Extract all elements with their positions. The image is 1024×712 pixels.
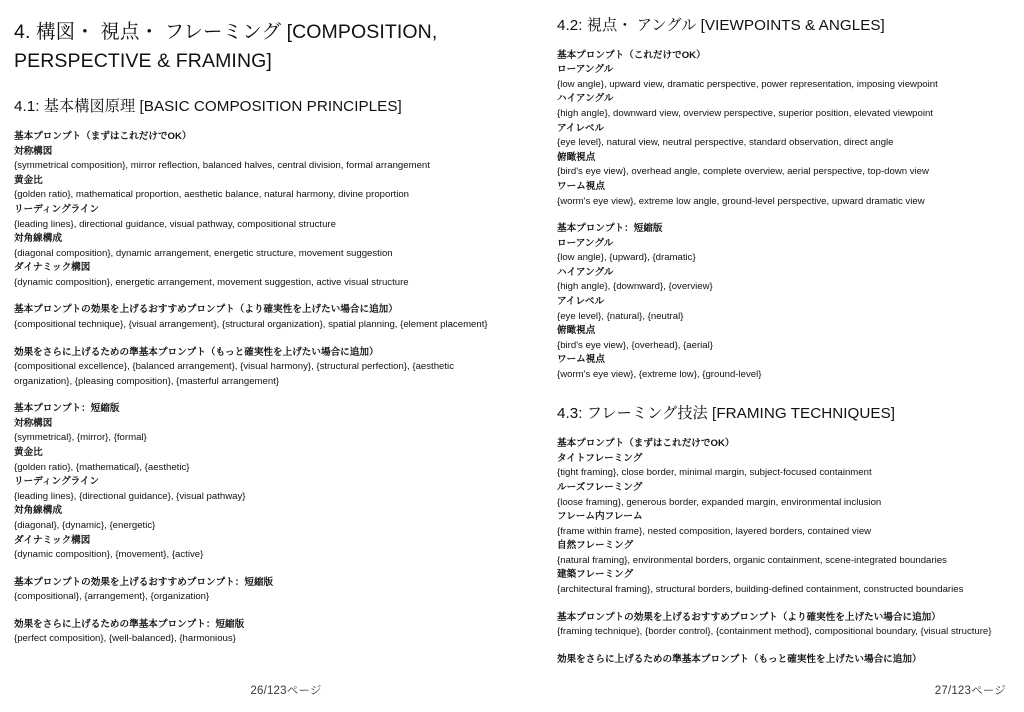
prompt-values: {bird's eye view}, {overhead}, {aerial}: [557, 339, 713, 351]
prompt-term: 俯瞰視点: [557, 151, 596, 163]
prompt-values: {leading lines}, directional guidance, visual pathway, compositional structure: [14, 218, 336, 230]
prompt-values: {frame within frame}, nested composition, layered borders, contained view: [557, 525, 872, 537]
prompt-block: [14, 402, 494, 562]
prompt-block: [557, 611, 1010, 640]
prompt-term: ワーム視点: [557, 180, 605, 192]
prompt-block: [14, 618, 494, 647]
prompt-block-label: 基本プロンプト：短縮版: [14, 403, 120, 415]
prompt-values: {framing technique}, {border control}, {containment method}, compositional boundary, {visual structure}: [557, 626, 992, 638]
prompt-values: {eye level}, natural view, neutral perspective, standard observation, direct angle: [557, 137, 894, 149]
page-title: 4. 構図・ 視点・ フレーミング [COMPOSITION, PERSPECTIVE & FRAMING]: [14, 21, 438, 72]
prompt-values: {leading lines}, {directional guidance}, {visual pathway}: [14, 490, 246, 502]
prompt-block-label: 基本プロンプトの効果を上げるおすすめプロンプト（より確実性を上げたい場合に追加）: [557, 611, 941, 623]
prompt-values: {bird's eye view}, overhead angle, complete overview, aerial perspective, top-down view: [557, 166, 929, 178]
prompt-term: ハイアングル: [557, 93, 614, 105]
prompt-values: {symmetrical composition}, mirror reflection, balanced halves, central division, formal arrangement: [14, 160, 430, 172]
prompt-term: 黄金比: [14, 174, 43, 186]
prompt-values: {dynamic composition}, {movement}, {active}: [14, 549, 204, 561]
prompt-block: [14, 576, 494, 605]
prompt-values: {low angle}, upward view, dramatic perspective, power representation, imposing viewpoint: [557, 78, 938, 90]
prompt-block: [557, 437, 1010, 597]
page-right-content: [557, 16, 1010, 667]
prompt-values: {perfect composition}, {well-balanced}, {harmonious}: [14, 633, 236, 645]
prompt-values: {architectural framing}, structural borders, building-defined containment, constructed boundaries: [557, 584, 964, 595]
prompt-block-label: 基本プロンプトの効果を上げるおすすめプロンプト（より確実性を上げたい場合に追加）: [14, 304, 398, 316]
prompt-term: フレーム内フレーム: [557, 511, 643, 523]
prompt-term: アイレベル: [557, 296, 605, 307]
prompt-values: {high angle}, downward view, overview perspective, superior position, elevated viewpoint: [557, 108, 933, 120]
prompt-term: 自然フレーミング: [557, 540, 634, 552]
section-heading-4-3: 4.3: フレーミング技法 [FRAMING TECHNIQUES]: [557, 405, 896, 423]
prompt-values: {loose framing}, generous border, expanded margin, environmental inclusion: [557, 496, 882, 508]
prompt-term: ハイアングル: [557, 266, 614, 278]
prompt-term: リーディングライン: [14, 476, 100, 488]
prompt-values: {eye level}, {natural}, {neutral}: [557, 310, 684, 322]
page-left-content: [14, 18, 494, 647]
prompt-values: {diagonal}, {dynamic}, {energetic}: [14, 519, 156, 531]
prompt-block: [14, 346, 494, 390]
prompt-block-label: 基本プロンプト：短縮版: [557, 223, 663, 235]
right-blocks-1-container: [557, 49, 1010, 383]
prompt-values: {compositional excellence}, {balanced arrangement}, {visual harmony}, {structural perfection}, {aesthetic organization}, {pleasing composition}, {masterful arrangement}: [14, 361, 454, 387]
section-heading-4-2: 4.2: 視点・ アングル [VIEWPOINTS & ANGLES]: [557, 17, 885, 34]
prompt-term: 対角線構成: [14, 233, 62, 245]
prompt-term: 対称構図: [14, 145, 53, 157]
prompt-values: {symmetrical}, {mirror}, {formal}: [14, 432, 147, 444]
prompt-term: 建築フレーミング: [557, 569, 634, 581]
prompt-block: [557, 49, 1010, 209]
prompt-block-label: 効果をさらに上げるための準基本プロンプト：短縮版: [14, 618, 245, 630]
prompt-values: {compositional}, {arrangement}, {organization}: [14, 591, 210, 603]
prompt-term: 対称構図: [14, 417, 53, 429]
prompt-values: {worm's eye view}, {extreme low}, {ground-level}: [557, 368, 762, 380]
prompt-block-label: 基本プロンプト（まずはこれだけでOK）: [14, 131, 192, 143]
prompt-block: [557, 222, 1010, 382]
prompt-term: ローアングル: [557, 64, 614, 76]
prompt-term: 対角線構成: [14, 505, 62, 517]
prompt-values: {dynamic composition}, energetic arrangement, movement suggestion, active visual structure: [14, 276, 409, 288]
prompt-block: [557, 653, 1010, 668]
prompt-values: {worm's eye view}, extreme low angle, ground-level perspective, upward dramatic view: [557, 195, 925, 207]
prompt-term: ダイナミック構図: [14, 262, 91, 274]
page-number-left: 26/123ページ: [250, 685, 322, 697]
prompt-block-label: 基本プロンプト（これだけでOK）: [557, 49, 706, 61]
prompt-values: {diagonal composition}, dynamic arrangement, energetic structure, movement suggestion: [14, 247, 393, 259]
prompt-term: ワーム視点: [557, 354, 605, 366]
prompt-values: {low angle}, {upward}, {dramatic}: [557, 252, 696, 264]
prompt-term: 黄金比: [14, 447, 43, 459]
prompt-values: {natural framing}, environmental borders, organic containment, scene-integrated boundaries: [557, 554, 947, 566]
prompt-values: {golden ratio}, {mathematical}, {aesthetic}: [14, 461, 190, 473]
prompt-term: リーディングライン: [14, 203, 100, 215]
section-heading-4-1: 4.1: 基本構図原理 [BASIC COMPOSITION PRINCIPLES]: [14, 98, 402, 116]
prompt-values: {compositional technique}, {visual arrangement}, {structural organization}, spatial planning, {element placement}: [14, 319, 488, 330]
prompt-block-label: 効果をさらに上げるための準基本プロンプト（もっと確実性を上げたい場合に追加）: [14, 346, 379, 358]
prompt-values: {golden ratio}, mathematical proportion, aesthetic balance, natural harmony, divine proportion: [14, 189, 410, 201]
prompt-block-label: 基本プロンプトの効果を上げるおすすめプロンプト：短縮版: [14, 576, 274, 588]
prompt-block-label: 効果をさらに上げるための準基本プロンプト（もっと確実性を上げたい場合に追加）: [557, 653, 922, 665]
right-blocks-2-container: [557, 437, 1010, 667]
prompt-values: {tight framing}, close border, minimal margin, subject-focused containment: [557, 467, 872, 479]
page-right: [512, 0, 1024, 712]
prompt-term: ルーズフレーミング: [557, 481, 643, 493]
prompt-block-label: 基本プロンプト（まずはこれだけでOK）: [557, 438, 735, 450]
prompt-values: {high angle}, {downward}, {overview}: [557, 281, 713, 293]
prompt-term: ダイナミック構図: [14, 534, 91, 546]
prompt-block: [14, 130, 494, 290]
prompt-term: ローアングル: [557, 237, 614, 249]
left-blocks-container: [14, 130, 494, 647]
prompt-term: タイトフレーミング: [557, 452, 643, 464]
page-number-right: 27/123ページ: [934, 685, 1006, 697]
prompt-block: [14, 303, 494, 332]
prompt-term: アイレベル: [557, 122, 605, 134]
prompt-term: 俯瞰視点: [557, 325, 596, 337]
